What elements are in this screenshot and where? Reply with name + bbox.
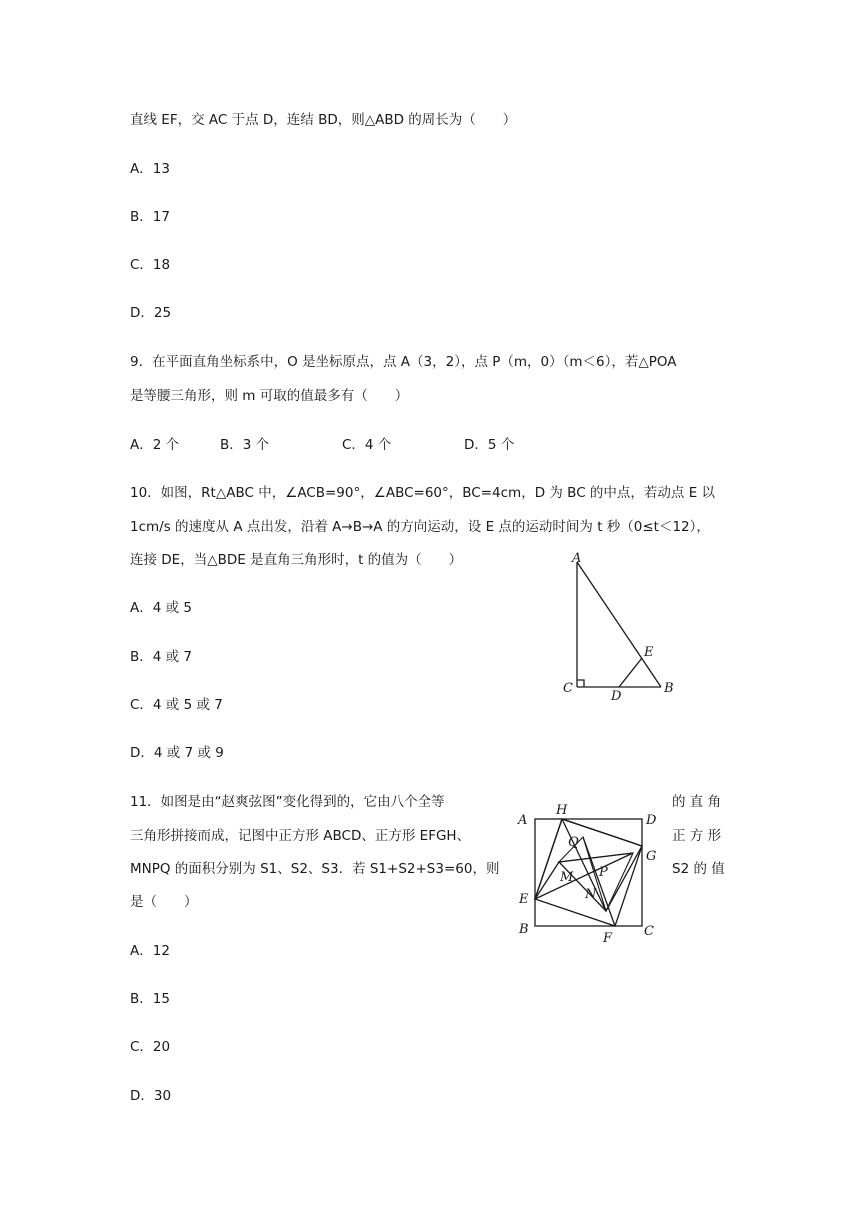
q10-option-b: B．4 或 7 [130, 649, 193, 665]
q11-option-a: A．12 [130, 943, 170, 959]
q11-stem-line3-right: S2 的 值 [672, 861, 725, 877]
q8-option-a: A．13 [130, 161, 170, 177]
q10-option-d: D．4 或 7 或 9 [130, 745, 224, 761]
q10-triangle-figure [555, 548, 695, 708]
label-e: E [644, 645, 654, 660]
q9-option-c: C．4 个 [342, 437, 392, 453]
q11-stem-line2-left: 三角形拼接而成，记图中正方形 ABCD、正方形 EFGH、 [130, 828, 471, 844]
label-e: E [519, 892, 529, 907]
label-a: A [518, 813, 528, 828]
label-q: Q [568, 835, 579, 850]
q11-stem-line3-left: MNPQ 的面积分别为 S1、S2、S3．若 S1+S2+S3=60，则 [130, 861, 500, 877]
right-angle-mark [577, 680, 584, 687]
label-c: C [563, 681, 573, 696]
line-q-f [583, 837, 615, 926]
q9-option-b: B．3 个 [220, 437, 270, 453]
label-m: M [560, 870, 574, 885]
label-b: B [519, 922, 529, 937]
q11-stem-line2-right: 正 方 形 [672, 828, 722, 844]
segment-de [619, 658, 642, 687]
q8-option-d: D．25 [130, 305, 172, 321]
label-d: D [611, 689, 622, 704]
q8-option-c: C．18 [130, 257, 171, 273]
q10-option-a: A．4 或 5 [130, 600, 192, 616]
q9-stem-line2: 是等腰三角形，则 m 可取的值最多有（ ） [130, 388, 409, 404]
q10-stem-line1: 10．如图，Rt△ABC 中，∠ACB=90°，∠ABC=60°，BC=4cm，D 为 BC 的中点，若动点 E 以 [130, 485, 716, 501]
q11-option-b: B．15 [130, 991, 170, 1007]
q11-zhao-shuang-figure [510, 797, 670, 945]
q11-option-d: D．30 [130, 1088, 172, 1104]
q11-stem-line1-right: 的 直 角 [672, 794, 722, 810]
q9-option-d: D．5 个 [464, 437, 515, 453]
label-d: D [646, 813, 657, 828]
label-c: C [644, 924, 654, 939]
square-abcd [535, 819, 642, 926]
q8-stem: 直线 EF，交 AC 于点 D，连结 BD，则△ABD 的周长为（ ） [130, 112, 517, 128]
q11-option-c: C．20 [130, 1039, 171, 1055]
label-n: N [585, 887, 597, 902]
label-f: F [603, 931, 613, 945]
q8-option-b: B．17 [130, 209, 170, 225]
q10-stem-line3: 连接 DE，当△BDE 是直角三角形时，t 的值为（ ） [130, 552, 463, 568]
label-g: G [646, 849, 657, 864]
square-efgh [535, 819, 642, 926]
label-b: B [664, 681, 674, 696]
q9-option-a: A．2 个 [130, 437, 180, 453]
q10-stem-line2: 1cm/s 的速度从 A 点出发，沿着 A→B→A 的方向运动，设 E 点的运动时间为 t 秒（0≤t＜12）， [130, 519, 710, 535]
q11-stem-line4: 是（ ） [130, 894, 198, 910]
q11-stem-line1-left: 11．如图是由“赵爽弦图”变化得到的，它由八个全等 [130, 794, 445, 810]
label-p: P [599, 865, 608, 880]
label-h: H [556, 803, 568, 818]
segment-ab [577, 562, 661, 687]
q9-stem-line1: 9．在平面直角坐标系中，O 是坐标原点，点 A（3，2），点 P（m，0）（m＜6），若△POA [130, 354, 677, 370]
label-a: A [572, 551, 582, 566]
q10-option-c: C．4 或 5 或 7 [130, 697, 223, 713]
